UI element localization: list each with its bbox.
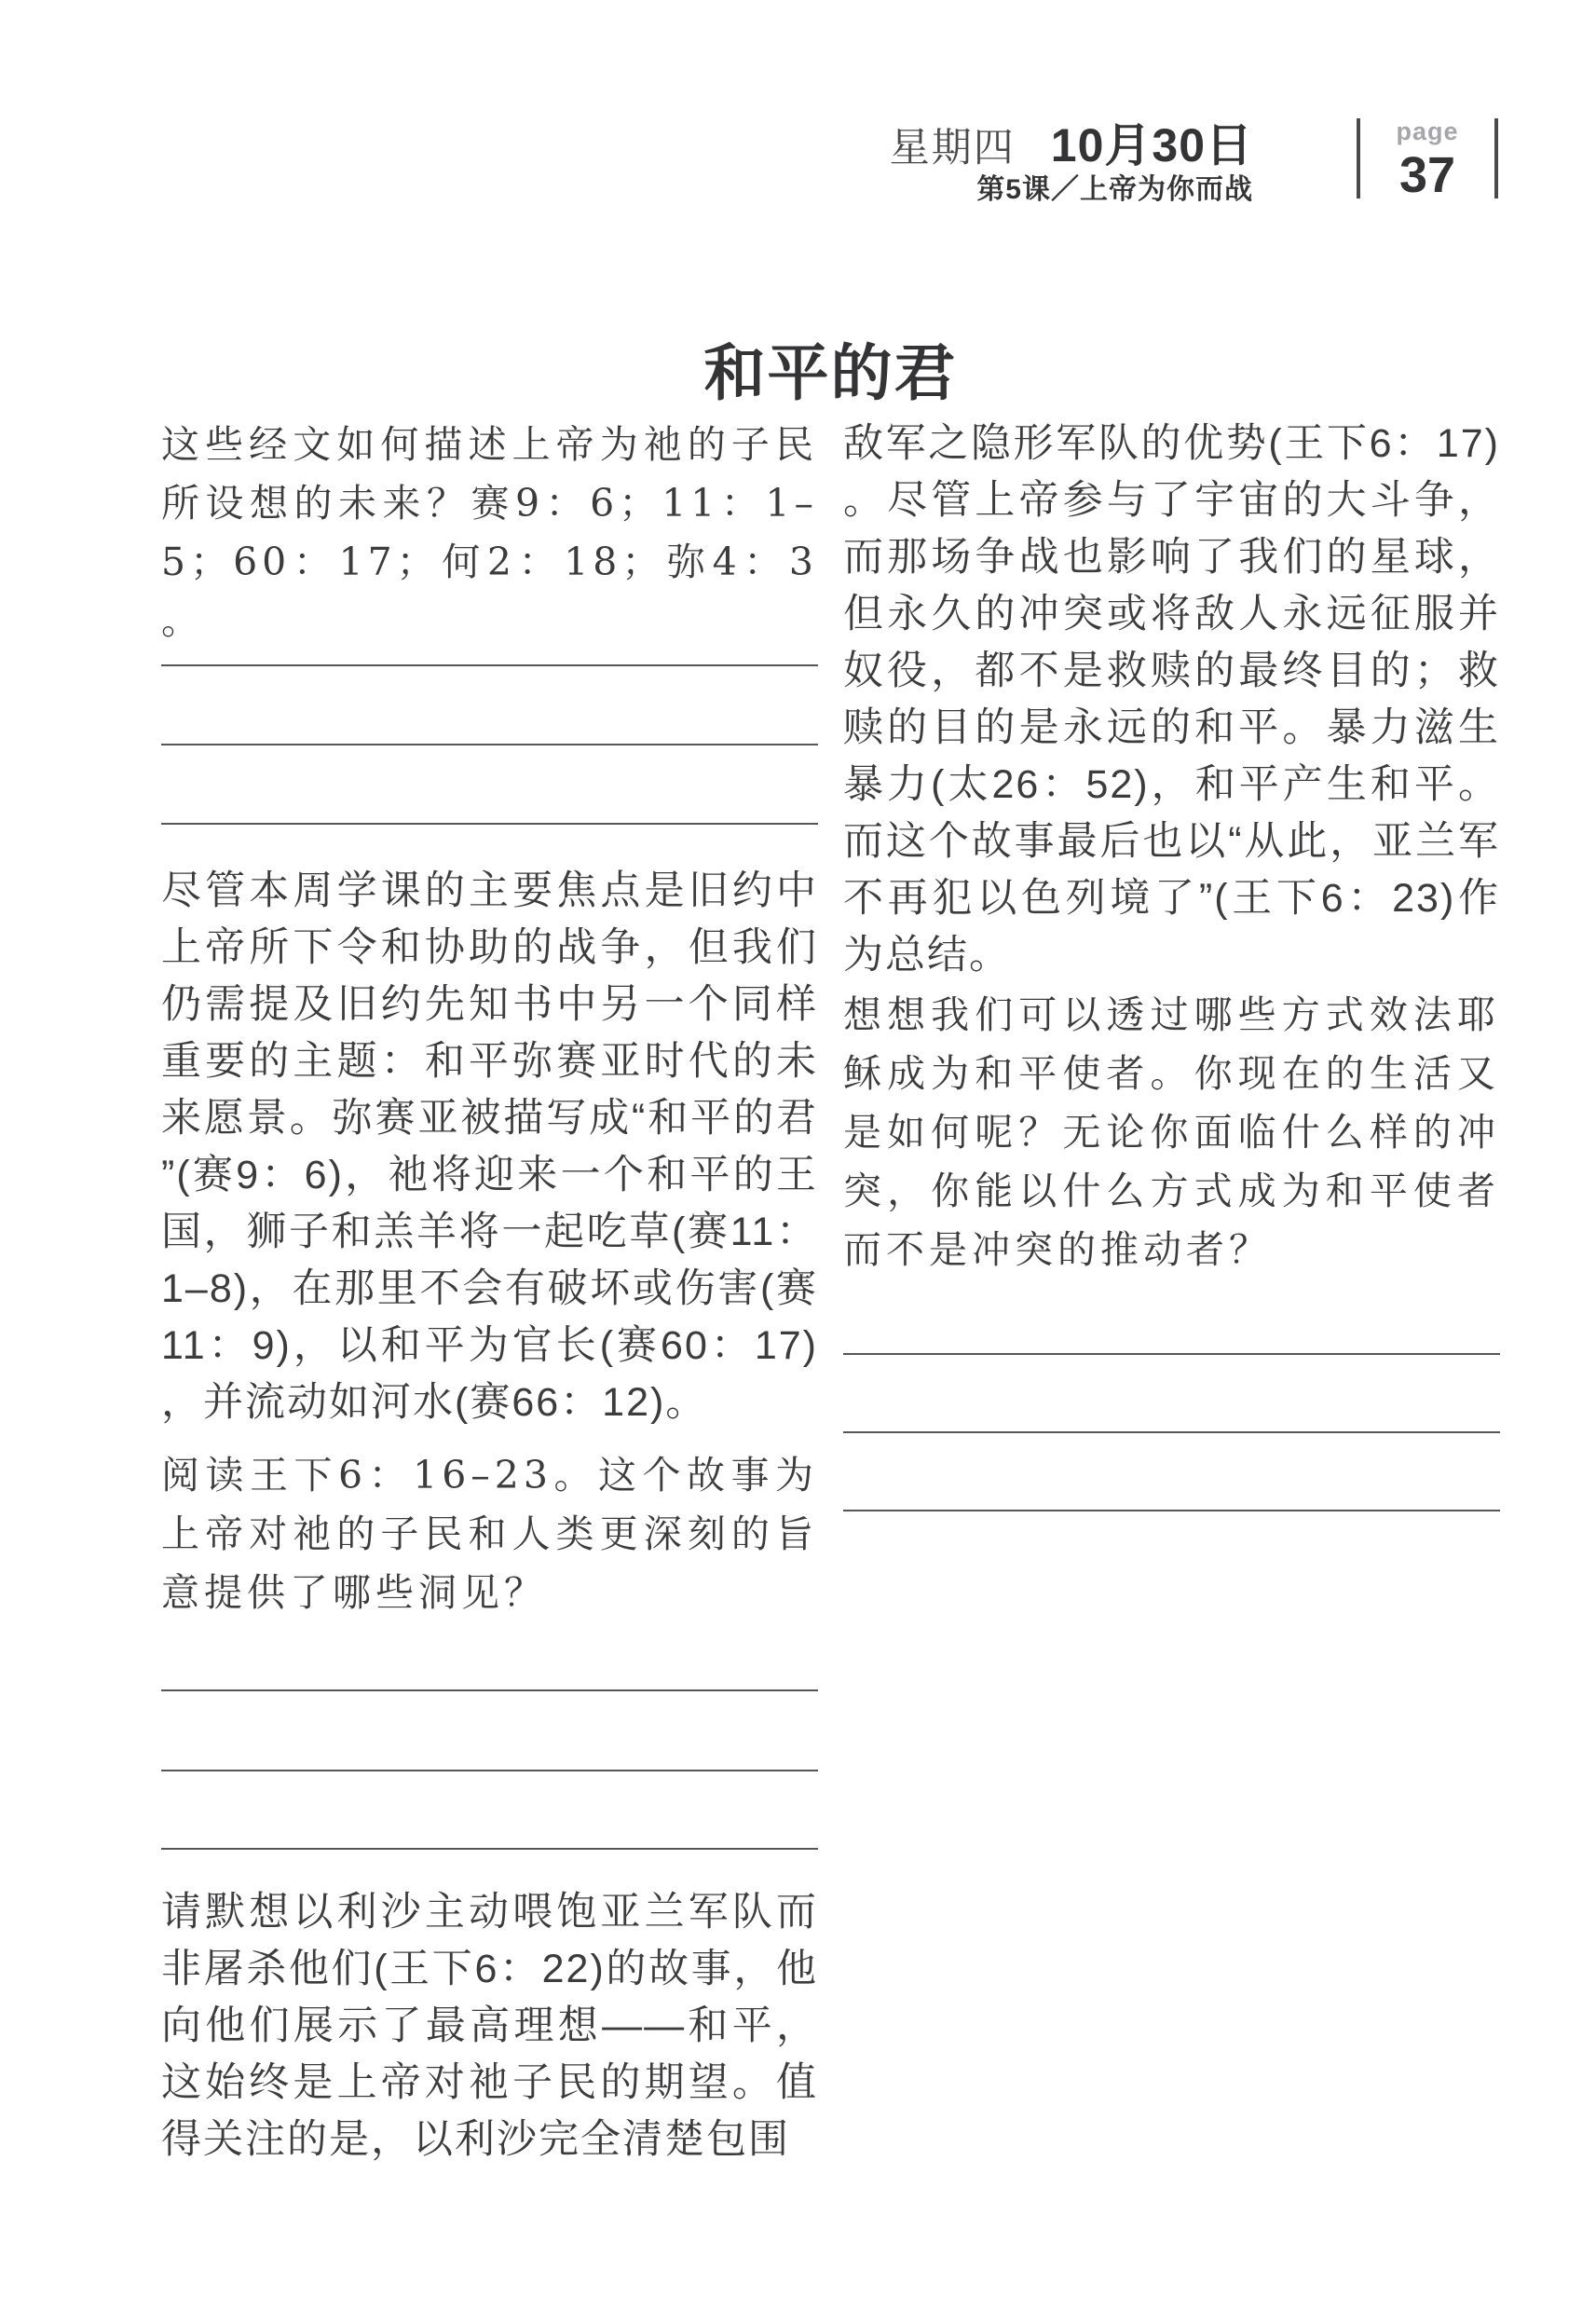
answer-line [161,744,818,745]
left-question-1: 这些经文如何描述上帝为祂的子民所设想的未来？赛9：6；11：1–5；60：17；何2：18；弥4：3。 [161,422,818,643]
answer-line [161,1689,818,1691]
header-divider [1494,118,1498,198]
right-question-1: 想想我们可以透过哪些方式效法耶稣成为和平使者。你现在的生活又是如何呢？无论你面临什么样的冲突，你能以什么方式成为和平使者而不是冲突的推动者？ [843,992,1500,1272]
answer-line [161,1770,818,1771]
page-number-block [1360,117,1494,203]
answer-line [161,664,818,666]
page-number: 37 [1398,147,1456,203]
answer-line [843,1353,1500,1355]
answer-line [843,1431,1500,1433]
left-paragraph-2: 请默想以利沙主动喂饱亚兰军队而非屠杀他们(王下6：22)的故事，他向他们展示了最高理想——和平，这始终是上帝对祂子民的期望。值得关注的是，以利沙完全清楚包围 [161,1890,818,2162]
weekday-label: 星期四 [889,126,1016,171]
answer-line [161,823,818,825]
lesson-title-label: 第5课／上帝为你而战 [976,174,1253,205]
left-paragraph-1: 尽管本周学课的主要焦点是旧约中上帝所下令和协助的战争，但我们仍需提及旧约先知书中另一个同样重要的主题：和平弥赛亚时代的未来愿景。弥赛亚被描写成“和平的君”(赛9：6)，祂将迎来一个和平的王国，狮子和羔羊将一起吃草(赛11：1–8)，在那里不会有破坏或伤害(赛11：9)，以和平为官长(赛60：17)，并流动如河水(赛66：12)。 [161,868,818,1425]
answer-line [161,1848,818,1850]
date-label: 10月30日 [1050,119,1253,171]
page-title: 和平的君 [703,336,958,410]
page-label: page [1396,117,1459,145]
left-question-2: 阅读王下6：16–23。这个故事为上帝对祂的子民和人类更深刻的旨意提供了哪些洞见？ [161,1453,818,1615]
answer-line [843,1510,1500,1511]
right-paragraph-1: 敌军之隐形军队的优势(王下6：17)。尽管上帝参与了宇宙的大斗争，而那场争战也影响了我们的星球，但永久的冲突或将敌人永远征服并奴役，都不是救赎的最终目的；救赎的目的是永远的和平。暴力滋生暴力(太26：52)，和平产生和平。而这个故事最后也以“从此，亚兰军不再犯以色列境了”(王下6：23)作为总结。 [843,421,1500,978]
